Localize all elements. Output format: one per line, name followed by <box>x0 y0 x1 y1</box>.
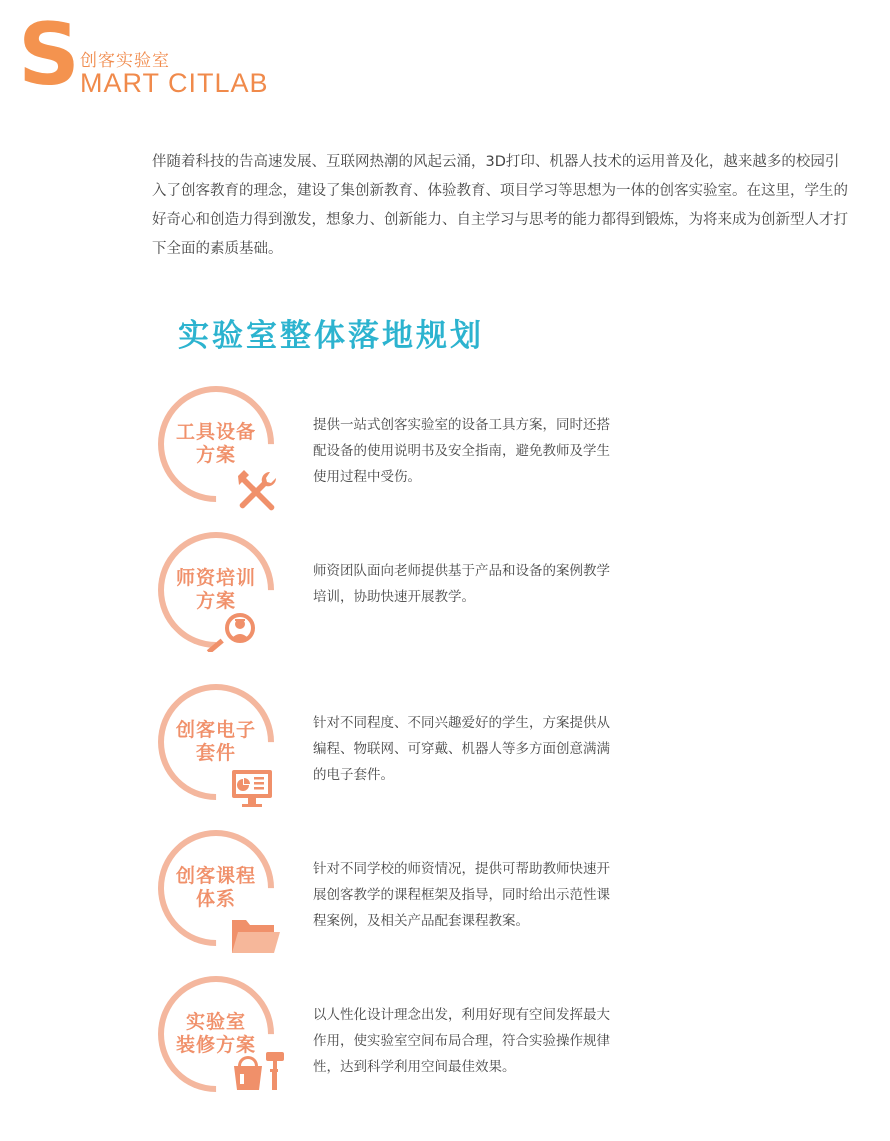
plan-lab-decoration <box>150 976 630 1111</box>
plan-title-line1: 创客课程 <box>175 865 256 887</box>
folder-icon <box>230 912 284 956</box>
logo <box>18 5 278 108</box>
plan-electronic-kits <box>150 684 630 819</box>
plan-tools <box>150 386 630 521</box>
plan-description: 师资团队面向老师提供基于产品和设备的案例教学培训，协助快速开展教学。 <box>313 563 610 605</box>
plan-title-line2: 方案 <box>195 590 236 612</box>
logo-title-cn: 创客实验室 <box>80 51 170 71</box>
plan-description: 针对不同学校的师资情况，提供可帮助教师快速开展创客教学的课程框架及指导，同时给出示范性课程案例，及相关产品配套课程教案。 <box>313 861 610 929</box>
presentation-board-icon <box>230 766 284 810</box>
plan-description: 针对不同程度、不同兴趣爱好的学生，方案提供从编程、物联网、可穿戴、机器人等多方面创意满满的电子套件。 <box>313 715 610 783</box>
plan-title-line2: 套件 <box>195 742 236 764</box>
plan-title-line2: 装修方案 <box>175 1034 256 1056</box>
paint-bucket-roller-icon <box>232 1048 286 1092</box>
logo-letter: S <box>18 5 80 105</box>
plan-description: 提供一站式创客实验室的设备工具方案，同时还搭配设备的使用说明书及安全指南，避免教师及学生使用过程中受伤。 <box>313 417 610 485</box>
section-title: 实验室整体落地规划 <box>178 318 484 354</box>
plan-title-line1: 师资培训 <box>175 567 256 589</box>
plan-title-line2: 方案 <box>195 444 236 466</box>
plan-title-line1: 创客电子 <box>175 719 256 741</box>
intro-paragraph: 伴随着科技的告高速发展、互联网热潮的风起云涌，3D打印、机器人技术的运用普及化，越来越多的校园引入了创客教育的理念，建设了集创新教育、体验教育、项目学习等思想为一体的创客实验室。在这里，学生的好奇心和创造力得到激发，想象力、创新能力、自主学习与思考的能力都得到锻炼，为将来成为创新型人才打下全面的素质基础。 <box>152 154 848 257</box>
plan-title-line1: 工具设备 <box>175 421 256 443</box>
teacher-search-icon <box>206 608 260 652</box>
plan-teacher-training <box>150 532 630 667</box>
tools-icon <box>230 468 284 512</box>
plan-course-system <box>150 830 630 965</box>
logo-title-en: MART CITLAB <box>80 68 269 98</box>
plan-title-line2: 体系 <box>195 888 236 910</box>
plan-title-line1: 实验室 <box>185 1011 246 1033</box>
plan-description: 以人性化设计理念出发，利用好现有空间发挥最大作用，使实验室空间布局合理，符合实验操作规律性，达到科学利用空间最佳效果。 <box>313 1007 610 1075</box>
